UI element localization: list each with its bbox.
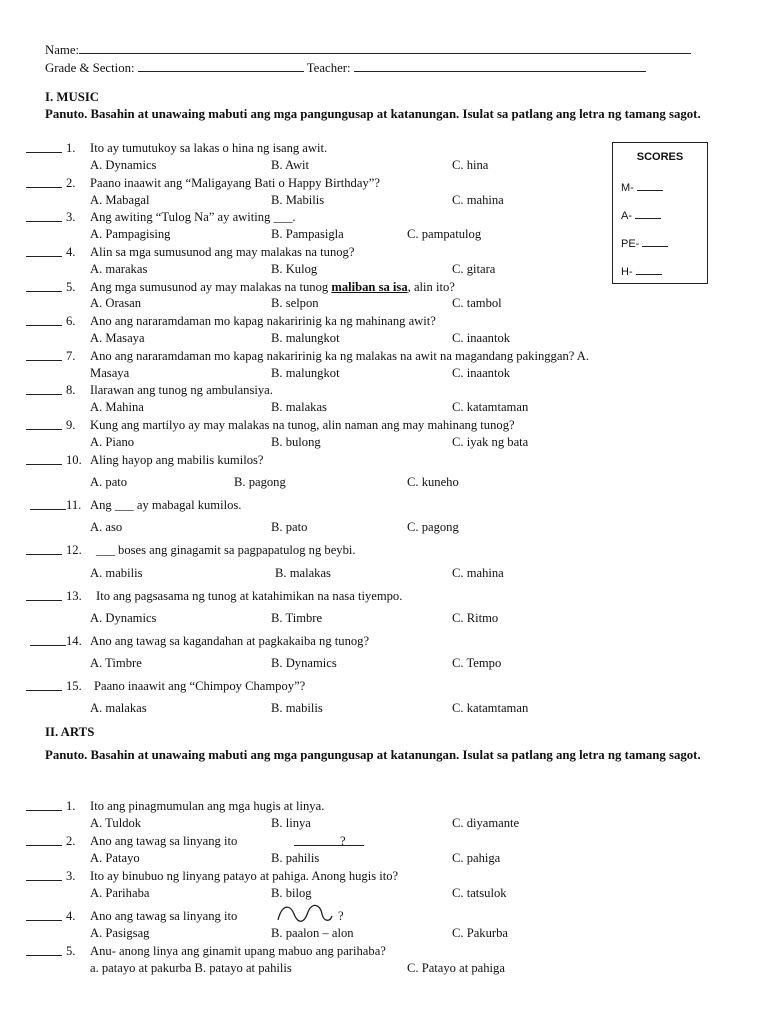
- question-number: 5.: [66, 280, 76, 294]
- option-c: C. iyak ng bata: [452, 435, 529, 449]
- music-directions: Panuto. Basahin at unawaing mabuti ang mga pangungusap at katanungan. Isulat sa patlang ang letra ng tamang sagot.: [45, 107, 701, 121]
- answer-blank[interactable]: [26, 141, 62, 153]
- answer-blank[interactable]: [26, 869, 62, 881]
- question-mark: ?: [338, 909, 344, 923]
- answer-blank[interactable]: [26, 944, 62, 956]
- option-b: B. mabilis: [271, 701, 323, 715]
- answer-blank[interactable]: [30, 634, 66, 646]
- option-b: B. paalon – alon: [271, 926, 354, 940]
- score-row-h: [621, 264, 662, 278]
- arts-question-3: [26, 869, 399, 884]
- option-a: A. Mahina: [90, 400, 144, 414]
- option-b: B. Kulog: [271, 262, 318, 276]
- option-b: B. malungkot: [271, 331, 340, 345]
- music-question-12: [26, 543, 356, 558]
- question-text: Ito ang pinagmumulan ang mga hugis at linya.: [90, 799, 325, 813]
- option-b: B. Awit: [271, 158, 310, 172]
- music-question-11: [26, 498, 242, 513]
- option-b: B. pato: [271, 520, 308, 534]
- name-field[interactable]: [79, 41, 691, 54]
- answer-blank[interactable]: [26, 589, 62, 601]
- question-text: Paano inaawit ang “Maligayang Bati o Happy Birthday”?: [90, 176, 380, 190]
- question-text: [90, 280, 455, 295]
- question-mark: ?: [340, 834, 346, 848]
- option-c: C. hina: [452, 158, 489, 172]
- answer-blank[interactable]: [26, 176, 62, 188]
- option-b: B. bilog: [271, 886, 312, 900]
- answer-blank[interactable]: [26, 349, 62, 361]
- question-number: 6.: [66, 314, 76, 328]
- question-text: ___ boses ang ginagamit sa pagpapatulog ng beybi.: [96, 543, 356, 557]
- question-text: Ano ang tawag sa linyang ito: [90, 834, 238, 848]
- option-c: C. katamtaman: [452, 400, 529, 414]
- option-a: A. Pampagising: [90, 227, 171, 241]
- option-c: C. Pakurba: [452, 926, 508, 940]
- question-number: 1.: [66, 141, 76, 155]
- grade-section-field[interactable]: [138, 59, 304, 72]
- score-row-m: [621, 180, 663, 194]
- answer-blank[interactable]: [26, 799, 62, 811]
- score-row-pe: [621, 236, 668, 250]
- option-a: A. Patayo: [90, 851, 140, 865]
- question-emphasis: maliban sa isa: [331, 280, 408, 294]
- option-c: C. diyamante: [452, 816, 520, 830]
- question-text: Ano ang nararamdaman mo kapag nakaririnig ka ng mahinang awit?: [90, 314, 436, 328]
- option-a: A. Tuldok: [90, 816, 142, 830]
- option-b: B. pagong: [234, 475, 286, 489]
- question-number: 9.: [66, 418, 76, 432]
- music-question-13: [26, 589, 403, 604]
- option-c: C. mahina: [452, 566, 504, 580]
- answer-blank[interactable]: [26, 210, 62, 222]
- option-c: C. inaantok: [452, 331, 511, 345]
- option-c: C. pahiga: [452, 851, 501, 865]
- option-b: B. Timbre: [271, 611, 323, 625]
- music-question-6: [26, 314, 436, 329]
- option-b: B. selpon: [271, 296, 319, 310]
- music-question-15: [26, 679, 306, 694]
- question-text: Ano ang nararamdaman mo kapag nakaririnig ka ng malakas na awit na magandang pakinggan? A.: [90, 349, 590, 363]
- arts-section-title: II. ARTS: [45, 725, 95, 739]
- option-a: A. mabilis: [90, 566, 143, 580]
- music-question-14: [26, 634, 370, 649]
- option-a: A. Timbre: [90, 656, 142, 670]
- scores-box: [612, 142, 708, 284]
- question-text: Ang awiting “Tulog Na” ay awiting ___.: [90, 210, 296, 224]
- question-number: 1.: [66, 799, 76, 813]
- music-question-3: [26, 210, 296, 225]
- question-text: Anu- anong linya ang ginamit upang mabuo ang parihaba?: [90, 944, 386, 958]
- option-c: C. gitara: [452, 262, 496, 276]
- question-text: Ilarawan ang tunog ng ambulansiya.: [90, 383, 273, 397]
- option-b: B. linya: [271, 816, 311, 830]
- question-text: Ito ay tumutukoy sa lakas o hina ng isang awit.: [90, 141, 328, 155]
- option-a: A. malakas: [90, 701, 147, 715]
- score-blank[interactable]: [635, 208, 661, 219]
- music-question-1: [26, 141, 328, 156]
- score-blank[interactable]: [642, 236, 668, 247]
- arts-directions: Panuto. Basahin at unawaing mabuti ang mga pangungusap at katanungan. Isulat sa patlang ang letra ng tamang sagot.: [45, 748, 701, 762]
- music-question-7: [26, 349, 590, 364]
- teacher-label: Teacher:: [306, 61, 351, 75]
- option-a: A. Mabagal: [90, 193, 150, 207]
- answer-blank[interactable]: [26, 245, 62, 257]
- question-number: 14.: [66, 634, 82, 648]
- option-a: A. aso: [90, 520, 123, 534]
- option-c: C. Patayo at pahiga: [407, 961, 505, 975]
- answer-blank[interactable]: [26, 834, 62, 846]
- option-a: A. Masaya: [90, 331, 145, 345]
- question-text-end: , alin ito?: [407, 280, 455, 294]
- option-a: A. Dynamics: [90, 611, 157, 625]
- option-c: C. inaantok: [452, 366, 511, 380]
- question-text: Ito ang pagsasama ng tunog at katahimikan na nasa tiyempo.: [96, 589, 403, 603]
- question-number: 12.: [66, 543, 82, 557]
- option-a: Masaya: [90, 366, 130, 380]
- answer-blank[interactable]: [26, 453, 62, 465]
- option-c: C. pagong: [407, 520, 459, 534]
- score-label: PE-: [621, 238, 640, 250]
- score-blank[interactable]: [636, 264, 662, 275]
- answer-blank[interactable]: [26, 543, 62, 555]
- teacher-field[interactable]: [354, 59, 646, 72]
- wavy-line-figure: [276, 902, 336, 926]
- question-number: 7.: [66, 349, 76, 363]
- question-number: 8.: [66, 383, 76, 397]
- question-text: Ano ang tawag sa linyang ito: [90, 909, 238, 923]
- question-number: 11.: [66, 498, 82, 512]
- option-c: C. Tempo: [452, 656, 502, 670]
- option-a: A. Piano: [90, 435, 135, 449]
- option-a-b: a. patayo at pakurba B. patayo at pahilis: [90, 961, 292, 975]
- grade-section-label: Grade & Section:: [45, 61, 135, 75]
- music-question-9: [26, 418, 515, 433]
- arts-question-2: [26, 834, 346, 849]
- option-b: B. Pampasigla: [271, 227, 344, 241]
- grade-teacher-row: [45, 59, 646, 76]
- question-number: 2.: [66, 834, 76, 848]
- option-b: B. malungkot: [271, 366, 340, 380]
- answer-blank[interactable]: [26, 314, 62, 326]
- question-text: Ito ay binubuo ng linyang patayo at pahiga. Anong hugis ito?: [90, 869, 399, 883]
- question-number: 10.: [66, 453, 82, 467]
- music-question-5: [26, 280, 455, 295]
- question-text: Kung ang martilyo ay may malakas na tunog, alin naman ang may mahinang tunog?: [90, 418, 515, 432]
- music-section-title: I. MUSIC: [45, 90, 100, 104]
- question-number: 3.: [66, 869, 76, 883]
- horizontal-line-figure: [294, 845, 364, 846]
- answer-blank[interactable]: [26, 679, 62, 691]
- question-text: Alin sa mga sumusunod ang may malakas na tunog?: [90, 245, 355, 259]
- question-number: 4.: [66, 245, 76, 259]
- option-a: A. pato: [90, 475, 128, 489]
- option-c: C. katamtaman: [452, 701, 529, 715]
- option-b: B. Dynamics: [271, 656, 337, 670]
- question-text-start: Ang mga sumusunod ay may malakas na tunog: [90, 280, 332, 294]
- option-a: A. marakas: [90, 262, 148, 276]
- music-question-8: [26, 383, 273, 398]
- score-blank[interactable]: [637, 180, 663, 191]
- question-text: Paano inaawit ang “Chimpoy Champoy”?: [94, 679, 306, 693]
- option-a: A. Orasan: [90, 296, 142, 310]
- option-c: C. Ritmo: [452, 611, 499, 625]
- name-label: Name:: [45, 43, 80, 57]
- question-number: 3.: [66, 210, 76, 224]
- option-b: B. malakas: [275, 566, 331, 580]
- answer-blank[interactable]: [30, 498, 66, 510]
- option-b: B. bulong: [271, 435, 321, 449]
- name-row: [45, 41, 691, 58]
- music-question-4: [26, 245, 355, 260]
- score-label: H-: [621, 266, 633, 278]
- option-b: B. malakas: [271, 400, 327, 414]
- option-a: A. Parihaba: [90, 886, 150, 900]
- option-b: B. pahilis: [271, 851, 320, 865]
- option-a: A. Dynamics: [90, 158, 157, 172]
- answer-blank[interactable]: [26, 383, 62, 395]
- score-label: A-: [621, 210, 632, 222]
- question-text: Ano ang tawag sa kagandahan at pagkakaiba ng tunog?: [90, 634, 370, 648]
- answer-blank[interactable]: [26, 418, 62, 430]
- question-text: Aling hayop ang mabilis kumilos?: [90, 453, 264, 467]
- question-number: 13.: [66, 589, 82, 603]
- arts-question-5: [26, 944, 386, 959]
- option-b: B. Mabilis: [271, 193, 325, 207]
- music-question-10: [26, 453, 264, 468]
- option-c: C. tambol: [452, 296, 502, 310]
- score-row-a: [621, 208, 661, 222]
- option-a: A. Pasigsag: [90, 926, 150, 940]
- arts-question-4: [26, 909, 344, 924]
- scores-title: SCORES: [636, 151, 684, 163]
- option-c: C. kuneho: [407, 475, 459, 489]
- question-number: 2.: [66, 176, 76, 190]
- answer-blank[interactable]: [26, 280, 62, 292]
- arts-question-1: [26, 799, 325, 814]
- question-text: Ang ___ ay mabagal kumilos.: [90, 498, 242, 512]
- option-c: C. tatsulok: [452, 886, 507, 900]
- answer-blank[interactable]: [26, 909, 62, 921]
- score-label: M-: [621, 182, 634, 194]
- question-number: 4.: [66, 909, 76, 923]
- question-number: 5.: [66, 944, 76, 958]
- option-c: C. mahina: [452, 193, 504, 207]
- music-question-2: [26, 176, 380, 191]
- option-c: C. pampatulog: [407, 227, 482, 241]
- question-number: 15.: [66, 679, 82, 693]
